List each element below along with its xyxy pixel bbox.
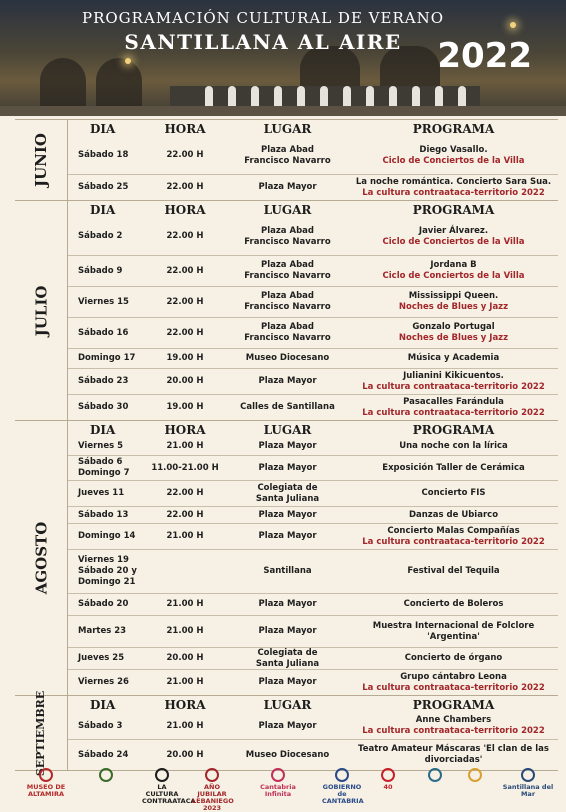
- event-row: [68, 255, 558, 286]
- event-time: 22.00 H: [166, 327, 204, 338]
- event-time: 22.00 H: [166, 509, 204, 520]
- event-program: [349, 441, 558, 452]
- event-place: Plaza Mayor: [258, 509, 317, 520]
- program-cycle: Ciclo de Conciertos de la Villa: [382, 236, 525, 247]
- program-title: La noche romántica. Concierto Sara Sua.: [355, 176, 552, 187]
- program-title: Mississippi Queen.: [408, 291, 499, 301]
- event-program: [349, 653, 558, 664]
- museo-altamira-icon: [39, 768, 53, 782]
- event-row: [68, 137, 558, 174]
- logo-text: GOBIERNO de CANTABRIA: [322, 783, 364, 805]
- street-lamp-icon: [125, 58, 131, 64]
- program-title: Festival del Tequila: [407, 566, 500, 576]
- schedule-table: [15, 119, 558, 776]
- month-section-junio: [15, 119, 558, 200]
- event-place: Plaza Mayor: [258, 376, 317, 386]
- program-title: Una noche con la lírica: [399, 441, 508, 451]
- event-program: [349, 621, 558, 643]
- event-row: [68, 317, 558, 348]
- musician-figure: [412, 86, 420, 108]
- cuarenta-aniversario-icon: [381, 768, 395, 782]
- column-header-programa: PROGRAMA: [412, 697, 495, 712]
- santillana-municipality-icon: [99, 768, 113, 782]
- event-program: [349, 322, 558, 344]
- event-day: Sábado 30: [78, 402, 129, 412]
- column-header-programa: PROGRAMA: [412, 121, 495, 136]
- event-place: Plaza Mayor: [258, 531, 317, 541]
- gobierno-cantabria-logo: [322, 768, 362, 805]
- la-cultura-contraataca-logo: [142, 768, 196, 805]
- event-time: 21.00 H: [166, 720, 204, 731]
- musician-figure: [228, 86, 236, 108]
- event-time: 11.00-21.00 H: [151, 462, 219, 473]
- program-cycle: Noches de Blues y Jazz: [398, 333, 509, 343]
- event-time: 22.00 H: [166, 296, 204, 307]
- event-time: 22.00 H: [166, 182, 204, 192]
- event-place: Plaza Mayor: [258, 462, 317, 473]
- column-header-row: [68, 201, 558, 218]
- event-place: Plaza Abad Francisco Navarro: [244, 322, 331, 343]
- event-time: 19.00 H: [166, 353, 204, 363]
- program-title: Gonzalo Portugal: [412, 322, 495, 332]
- regional-seal-logo: [420, 768, 450, 784]
- orange-seal-logo: [460, 768, 490, 784]
- event-place: Plaza Mayor: [258, 626, 317, 636]
- event-place: Colegiata de Santa Juliana: [255, 482, 320, 504]
- month-rows: [68, 421, 558, 695]
- event-time: 22.00 H: [166, 231, 204, 241]
- event-program: [349, 371, 558, 393]
- event-row: [68, 669, 558, 695]
- program-cycle: Ciclo de Conciertos de la Villa: [382, 155, 525, 166]
- event-row: [68, 506, 558, 523]
- musician-figure: [343, 86, 351, 108]
- column-header-hora: HORA: [164, 422, 206, 437]
- event-day: Sábado 16: [78, 327, 129, 338]
- event-row: [68, 368, 558, 394]
- program-cycle: La cultura contraataca-territorio 2022: [362, 726, 545, 736]
- event-time: 20.00 H: [166, 376, 204, 386]
- program-cycle: La cultura contraataca-territorio 2022: [362, 407, 545, 418]
- program-title: Muestra Internacional de Folclore 'Argentina': [372, 620, 535, 642]
- program-title: Concierto Malas Compañías: [387, 525, 520, 536]
- event-day: Sábado 3: [78, 720, 123, 731]
- logo-text: Cantabria Infinita: [260, 783, 296, 798]
- event-place: Museo Diocesano: [245, 353, 330, 363]
- month-label: [15, 690, 68, 776]
- column-header-hora: HORA: [164, 202, 206, 217]
- musician-figure: [366, 86, 374, 108]
- event-row: [68, 218, 558, 255]
- month-section-julio: [15, 200, 558, 420]
- event-program: [349, 260, 558, 282]
- column-header-lugar: LUGAR: [263, 121, 312, 136]
- header-subtitle: PROGRAMACIÓN CULTURAL DE VERANO: [81, 9, 444, 27]
- musician-figure: [458, 86, 466, 108]
- column-header-dia: DIA: [90, 121, 116, 136]
- month-section-agosto: [15, 420, 558, 695]
- event-time: 20.00 H: [166, 653, 204, 663]
- event-row: [68, 438, 558, 455]
- musician-figure: [251, 86, 259, 108]
- event-row: [68, 348, 558, 368]
- event-program: [349, 226, 558, 248]
- orange-seal-icon: [468, 768, 482, 782]
- musician-figure: [389, 86, 397, 108]
- event-time: 22.00 H: [166, 265, 204, 276]
- event-time: 22.00 H: [166, 488, 204, 498]
- event-time: 21.00 H: [166, 441, 204, 451]
- ground-strip: [0, 106, 566, 116]
- event-row: [68, 174, 558, 200]
- event-program: [349, 599, 558, 610]
- event-place: Museo Diocesano: [245, 749, 330, 760]
- event-row: [68, 394, 558, 420]
- program-title: Javier Álvarez.: [418, 225, 489, 236]
- program-title: Concierto FIS: [421, 488, 486, 498]
- column-header-hora: HORA: [164, 697, 206, 712]
- event-place: Plaza Abad Francisco Navarro: [244, 291, 331, 312]
- la-cultura-contraataca-icon: [155, 768, 169, 782]
- event-place: Plaza Abad Francisco Navarro: [244, 225, 331, 247]
- event-place: Santillana: [263, 566, 312, 576]
- event-day: Viernes 19 Sábado 20 y Domingo 21: [78, 555, 137, 587]
- logo-text: 40: [383, 783, 393, 791]
- gobierno-cantabria-icon: [335, 768, 349, 782]
- program-title: Julianini Kikicuentos.: [403, 370, 504, 381]
- event-place: Plaza Mayor: [258, 720, 317, 731]
- event-place: Plaza Mayor: [258, 441, 317, 451]
- event-place: Colegiata de Santa Juliana: [255, 647, 320, 669]
- event-time: 22.00 H: [166, 150, 204, 160]
- event-time: 19.00 H: [166, 402, 204, 412]
- regional-seal-icon: [428, 768, 442, 782]
- musician-figure: [435, 86, 443, 108]
- program-title: Danzas de Ubiarco: [408, 509, 499, 520]
- column-header-row: [68, 120, 558, 137]
- event-program: [349, 397, 558, 419]
- cantabria-infinita-logo: [250, 768, 306, 798]
- month-label: [15, 201, 68, 420]
- column-header-lugar: LUGAR: [263, 422, 312, 437]
- event-row: [68, 455, 558, 480]
- event-place: Plaza Abad Francisco Navarro: [244, 260, 331, 281]
- event-day: Sábado 25: [78, 182, 129, 192]
- event-program: [349, 526, 558, 548]
- event-day: Jueves 11: [78, 488, 125, 498]
- program-cycle: La cultura contraataca-territorio 2022: [362, 381, 545, 392]
- event-time: 21.00 H: [166, 677, 204, 687]
- column-header-dia: DIA: [90, 697, 116, 712]
- musician-figure: [320, 86, 328, 108]
- event-program: [349, 672, 558, 694]
- program-cycle: La cultura contraataca-territorio 2022: [362, 682, 545, 693]
- logo-text: AÑO JUBILAR LEBANIEGO 2023: [192, 783, 234, 812]
- event-place: Plaza Abad Francisco Navarro: [244, 144, 331, 166]
- event-day: Domingo 14: [78, 531, 136, 541]
- program-title: Grupo cántabro Leona: [400, 671, 507, 682]
- event-day: Viernes 5: [78, 441, 124, 451]
- event-time: 21.00 H: [166, 531, 204, 541]
- month-name: JUNIO: [32, 133, 51, 187]
- column-header-dia: DIA: [90, 422, 116, 437]
- event-place: Calles de Santillana: [240, 402, 335, 412]
- program-title: Teatro Amateur Máscaras 'El clan de las divorciadas': [358, 744, 549, 765]
- program-title: Pasacalles Farándula: [403, 396, 504, 407]
- column-header-dia: DIA: [90, 202, 116, 217]
- event-place: Plaza Mayor: [258, 599, 317, 609]
- program-title: Diego Vasallo.: [419, 144, 488, 155]
- month-rows: [68, 696, 558, 770]
- event-day: Sábado 9: [78, 265, 123, 276]
- event-program: [349, 488, 558, 499]
- ano-jubilar-logo: [192, 768, 232, 812]
- event-row: [68, 593, 558, 615]
- event-day: Sábado 24: [78, 749, 129, 760]
- column-header-hora: HORA: [164, 121, 206, 136]
- event-day: Martes 23: [78, 626, 127, 636]
- santillana-municipality-logo: [86, 768, 126, 784]
- event-day: Sábado 20: [78, 599, 129, 609]
- event-program: [349, 715, 558, 737]
- column-header-row: [68, 421, 558, 438]
- event-program: [349, 291, 558, 313]
- logo-text: LA CULTURA CONTRAATACA: [142, 783, 196, 805]
- event-day: Viernes 26: [78, 677, 129, 687]
- event-time: 21.00 H: [166, 626, 204, 636]
- program-title: Jordana B: [430, 260, 477, 270]
- month-name: SEPTIEMBRE: [34, 690, 48, 776]
- santillana-mar-icon: [521, 768, 535, 782]
- month-name: JULIO: [32, 285, 50, 336]
- month-rows: [68, 120, 558, 200]
- event-day: Viernes 15: [78, 296, 129, 307]
- month-label: [15, 421, 68, 695]
- event-day: Jueves 25: [78, 653, 125, 663]
- program-title: Música y Academia: [407, 353, 500, 363]
- cuarenta-aniversario-logo: [368, 768, 408, 791]
- program-title: Concierto de órgano: [404, 653, 503, 663]
- event-row: [68, 647, 558, 669]
- event-program: [349, 353, 558, 364]
- event-day: Sábado 23: [78, 376, 129, 386]
- column-header-programa: PROGRAMA: [412, 422, 495, 437]
- column-header-lugar: LUGAR: [263, 202, 312, 217]
- event-row: [68, 713, 558, 739]
- cantabria-infinita-icon: [271, 768, 285, 782]
- month-rows: [68, 201, 558, 420]
- header-year: 2022: [437, 36, 532, 76]
- event-time: 20.00 H: [166, 749, 204, 760]
- event-row: [68, 615, 558, 647]
- museo-altamira-logo: [18, 768, 74, 798]
- ano-jubilar-icon: [205, 768, 219, 782]
- event-day: Domingo 17: [78, 353, 136, 363]
- month-label: [15, 120, 68, 200]
- event-day: Sábado 2: [78, 231, 123, 241]
- event-day: Sábado 18: [78, 150, 129, 160]
- program-cycle: La cultura contraataca-territorio 2022: [362, 187, 545, 198]
- event-place: Plaza Mayor: [258, 182, 317, 192]
- column-header-programa: PROGRAMA: [412, 202, 495, 217]
- column-header-lugar: LUGAR: [263, 697, 312, 712]
- event-row: [68, 480, 558, 506]
- event-day: Sábado 13: [78, 509, 129, 520]
- musician-figure: [205, 86, 213, 108]
- event-row: [68, 523, 558, 549]
- program-title: Concierto de Boleros: [403, 599, 504, 609]
- program-cycle: La cultura contraataca-territorio 2022: [362, 536, 545, 547]
- event-program: [349, 177, 558, 199]
- logo-text: Santillana del Mar: [502, 783, 554, 798]
- month-section-septiembre: [15, 690, 558, 776]
- event-program: [349, 566, 558, 577]
- event-row: [68, 286, 558, 317]
- month-name: AGOSTO: [32, 521, 51, 595]
- logo-text: MUSEO DE ALTAMIRA: [26, 783, 66, 798]
- santillana-mar-logo: [498, 768, 558, 798]
- header-title: SANTILLANA AL AIRE: [124, 30, 402, 54]
- event-day: Sábado 6 Domingo 7: [78, 457, 130, 478]
- event-program: [349, 510, 558, 521]
- program-title: Exposición Taller de Cerámica: [382, 462, 525, 473]
- program-cycle: Ciclo de Conciertos de la Villa: [382, 271, 525, 281]
- event-place: Plaza Mayor: [258, 677, 317, 687]
- musician-figure: [297, 86, 305, 108]
- event-program: [349, 463, 558, 474]
- column-header-row: [68, 696, 558, 713]
- event-row: [68, 549, 558, 593]
- musician-figure: [274, 86, 282, 108]
- event-program: [349, 145, 558, 167]
- program-cycle: Noches de Blues y Jazz: [398, 302, 509, 312]
- program-title: Anne Chambers: [415, 715, 492, 725]
- sponsor-logos: [0, 762, 566, 812]
- event-time: 21.00 H: [166, 599, 204, 609]
- header-banner: [0, 0, 566, 116]
